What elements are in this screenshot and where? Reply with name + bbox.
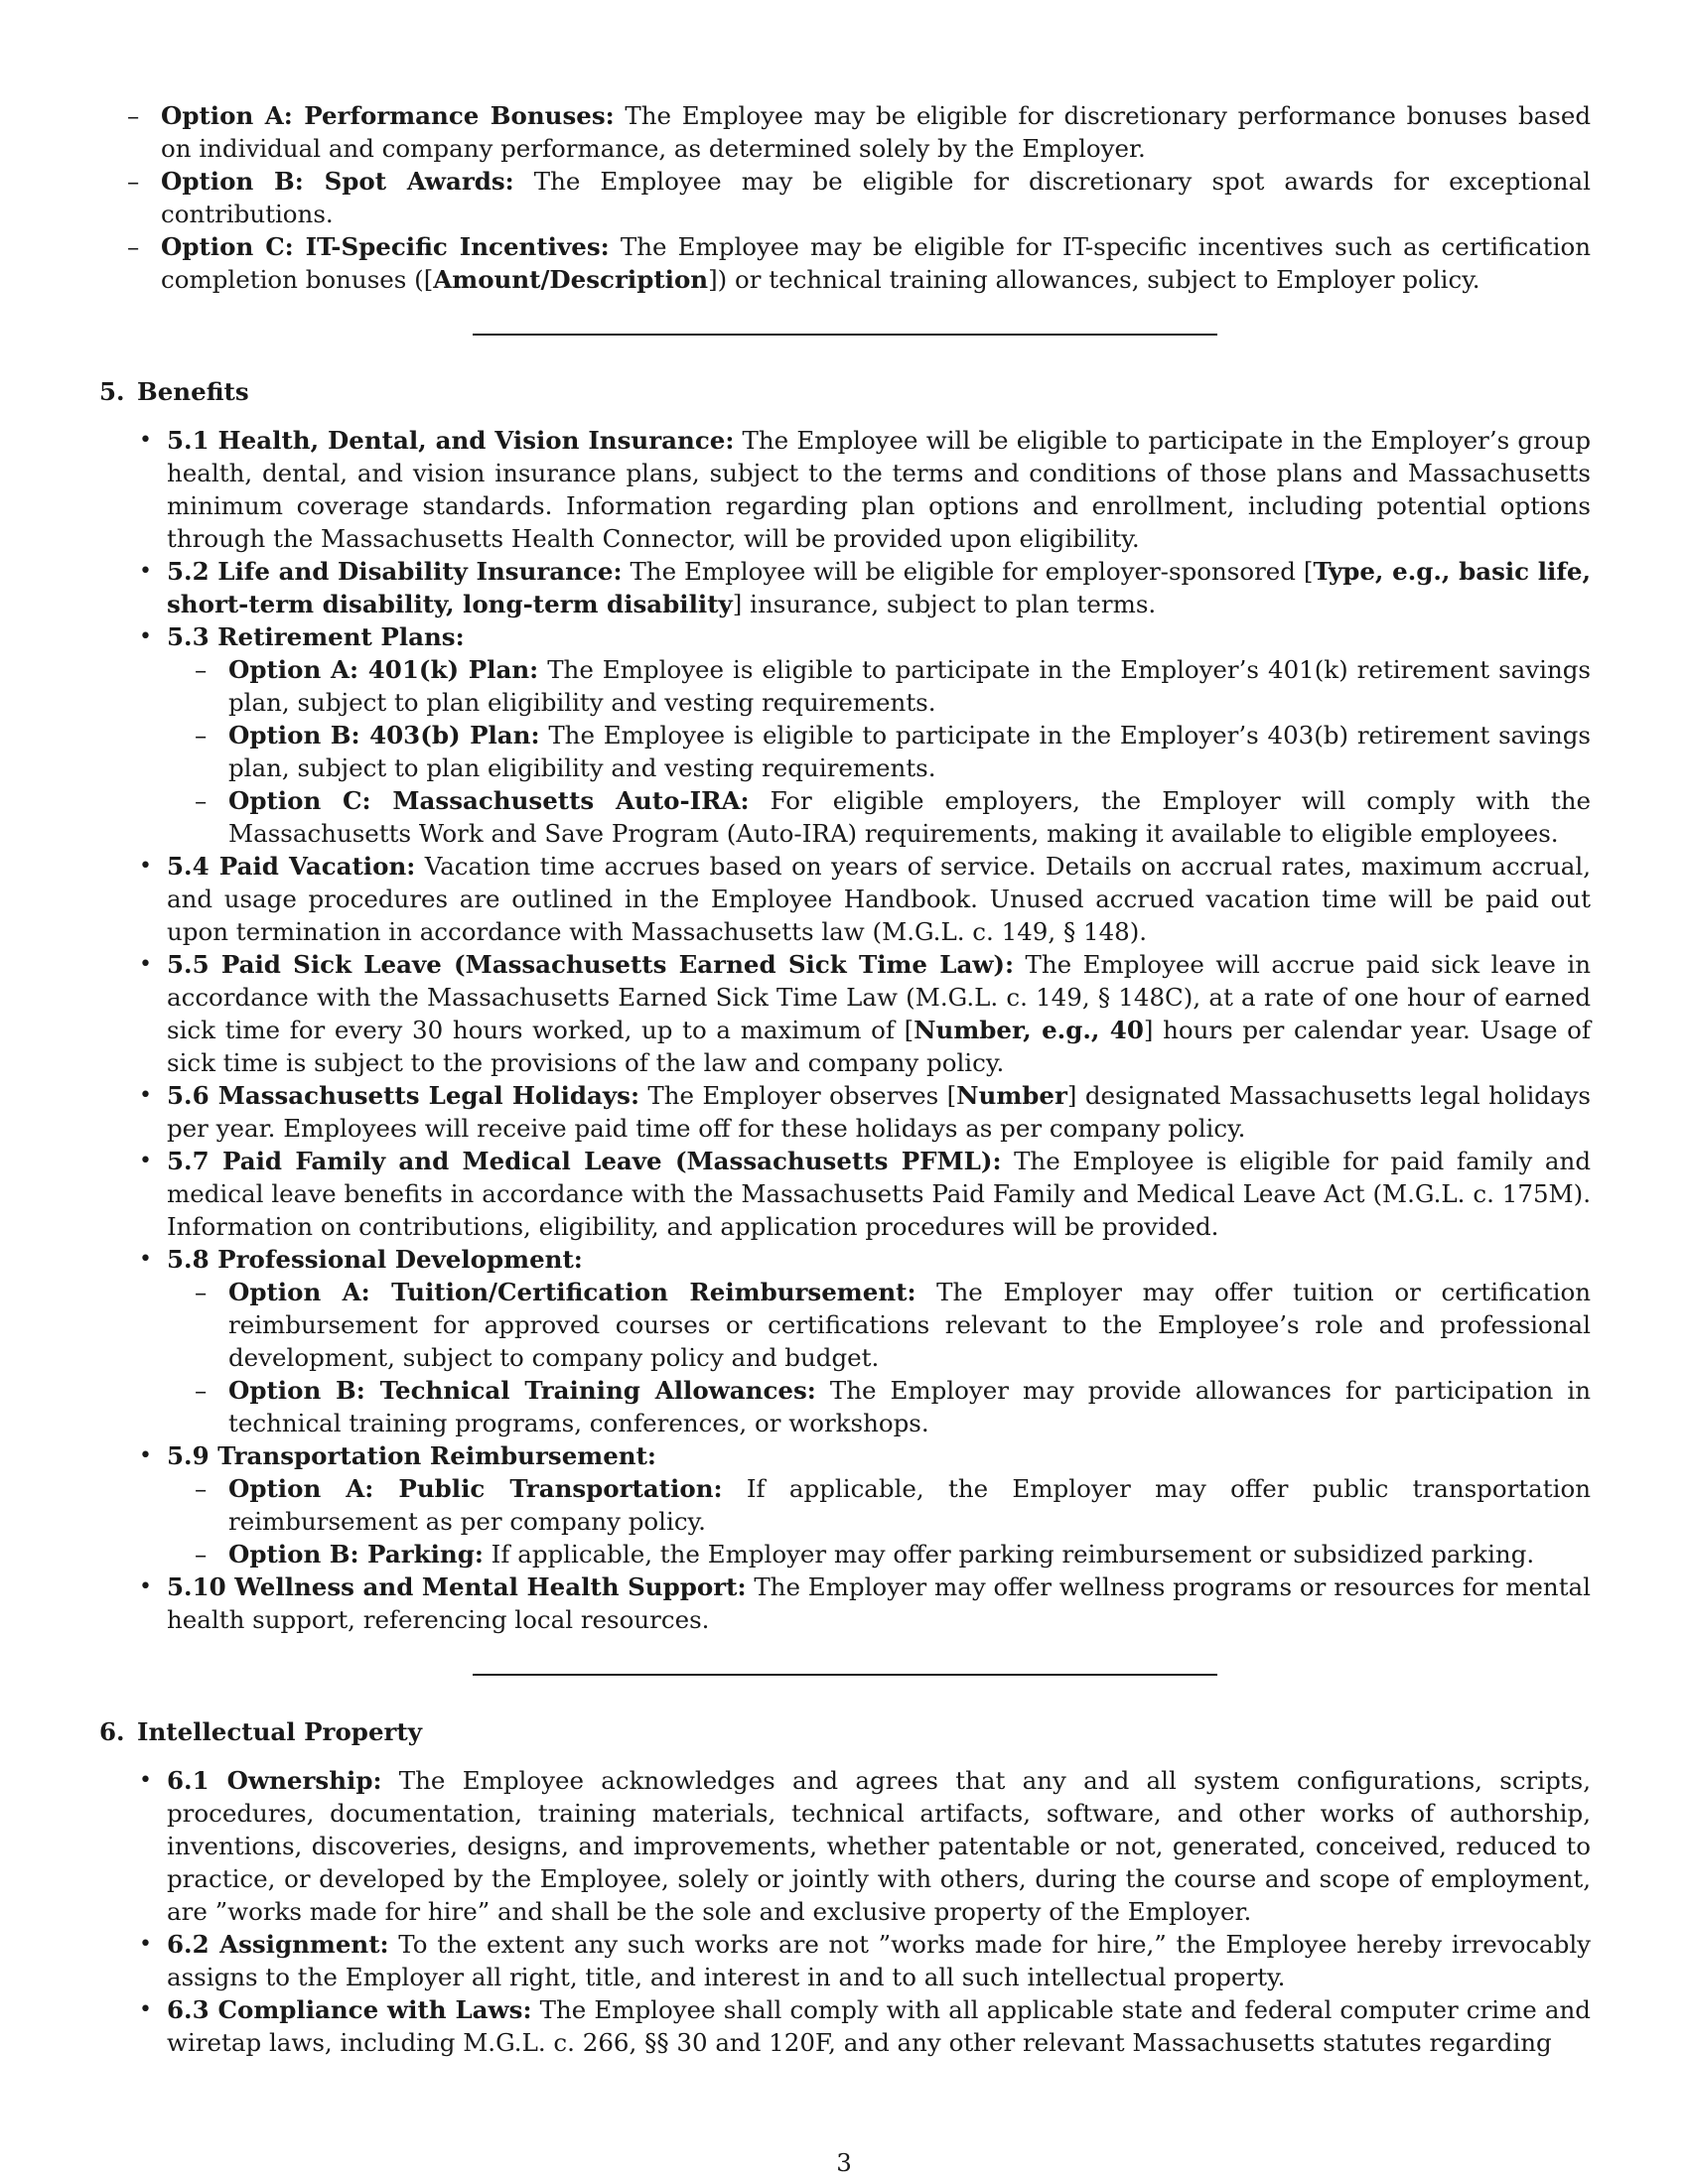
- placeholder-field: Amount/Description: [433, 265, 709, 294]
- clause-5-8: • 5.8 Professional Development: – Option A: Tuition/Certification Reimbursement: The Employer may offer tuition or certification reimbursement for approved courses or certifications relevant to the Employee’s role and professional development, subject to company policy and budget. – Option B: Technical Training Allowances: The Employer may provide allowances for participation in technical training programs, conferences, or workshops.: [167, 1243, 1591, 1439]
- section-divider: [473, 334, 1217, 336]
- list-item: – Option B: 403(b) Plan: The Employee is eligible to participate in the Employer’s 403(b) retirement savings plan, subject to plan eligibility and vesting requirements.: [228, 719, 1591, 784]
- clause-5-4: • 5.4 Paid Vacation: Vacation time accrues based on years of service. Details on accrual rates, maximum accrual, and usage procedures are outlined in the Employee Handbook. Unused accrued vacation time will be paid out upon termination in accordance with Massachusetts law (M.G.L. c. 149, § 148).: [167, 850, 1591, 948]
- placeholder-field: Number: [956, 1081, 1067, 1110]
- page-content: [99, 99, 1591, 2059]
- clause-5-3: • 5.3 Retirement Plans: – Option A: 401(k) Plan: The Employee is eligible to participate in the Employer’s 401(k) retirement savings plan, subject to plan eligibility and vesting requirements. – Option B: 403(b) Plan: The Employee is eligible to participate in the Employer’s 403(b) retirement savings plan, subject to plan eligibility and vesting requirements. – Option C: Massachusetts Auto-IRA: For eligible employers, the Employer will comply with the Massachusetts Work and Save Program (Auto-IRA) requirements, making it available to eligible employees.: [167, 620, 1591, 850]
- transportation-options-list: [167, 1472, 1591, 1570]
- benefits-list: [99, 424, 1591, 1636]
- clause-5-5: • 5.5 Paid Sick Leave (Massachusetts Earned Sick Time Law): The Employee will accrue paid sick leave in accordance with the Massachusetts Earned Sick Time Law (M.G.L. c. 149, § 148C), at a rate of one hour of earned sick time for every 30 hours worked, up to a maximum of [Number, e.g., 40] hours per calendar year. Usage of sick time is subject to the provisions of the law and company policy.: [167, 948, 1591, 1079]
- page-number: 3: [836, 2148, 852, 2177]
- list-item: – Option A: Public Transportation: If applicable, the Employer may offer public transportation reimbursement as per company policy.: [228, 1472, 1591, 1538]
- clause-5-2: • 5.2 Life and Disability Insurance: The Employee will be eligible for employer-sponsored [Type, e.g., basic life, short-term disability, long-term disability] insurance, subject to plan terms.: [167, 555, 1591, 620]
- retirement-options-list: [167, 653, 1591, 850]
- clause-5-1: • 5.1 Health, Dental, and Vision Insurance: The Employee will be eligible to participate in the Employer’s group health, dental, and vision insurance plans, subject to the terms and conditions of those plans and Massachusetts minimum coverage standards. Information regarding plan options and enrollment, including potential options through the Massachusetts Health Connector, will be provided upon eligibility.: [167, 424, 1591, 555]
- clause-5-7: • 5.7 Paid Family and Medical Leave (Massachusetts PFML): The Employee is eligible for paid family and medical leave benefits in accordance with the Massachusetts Paid Family and Medical Leave Act (M.G.L. c. 175M). Information on contributions, eligibility, and application procedures will be provided.: [167, 1145, 1591, 1243]
- clause-5-10: • 5.10 Wellness and Mental Health Support: The Employer may offer wellness programs or resources for mental health support, referencing local resources.: [167, 1570, 1591, 1636]
- list-item: – Option A: Tuition/Certification Reimbursement: The Employer may offer tuition or certification reimbursement for approved courses or certifications relevant to the Employee’s role and professional development, subject to company policy and budget.: [228, 1276, 1591, 1374]
- list-item: – Option A: Performance Bonuses: The Employee may be eligible for discretionary performance bonuses based on individual and company performance, as determined solely by the Employer.: [161, 99, 1591, 165]
- section-heading-intellectual-property: 6. Intellectual Property: [99, 1717, 422, 1746]
- list-item: – Option C: IT-Specific Incentives: The Employee may be eligible for IT-specific incentives such as certification completion bonuses ([Amount/Description]) or technical training allowances, subject to Employer policy.: [161, 230, 1591, 296]
- clause-6-2: • 6.2 Assignment: To the extent any such works are not ”works made for hire,” the Employee hereby irrevocably assigns to the Employer all right, title, and interest in and to all such intellectual property.: [167, 1928, 1591, 1993]
- placeholder-field: Number, e.g., 40: [914, 1016, 1144, 1044]
- section-heading-benefits: 5. Benefits: [99, 377, 249, 406]
- clause-5-6: • 5.6 Massachusetts Legal Holidays: The Employer observes [Number] designated Massachusetts legal holidays per year. Employees will receive paid time off for these holidays as per company policy.: [167, 1079, 1591, 1145]
- clause-6-3: • 6.3 Compliance with Laws: The Employee shall comply with all applicable state and federal computer crime and wiretap laws, including M.G.L. c. 266, §§ 30 and 120F, and any other relevant Massachusetts statutes regarding: [167, 1993, 1591, 2059]
- professional-development-options-list: [167, 1276, 1591, 1439]
- list-item: – Option A: 401(k) Plan: The Employee is eligible to participate in the Employer’s 401(k) retirement savings plan, subject to plan eligibility and vesting requirements.: [228, 653, 1591, 719]
- section-divider: [473, 1674, 1217, 1676]
- incentive-options-list: [99, 99, 1591, 296]
- intellectual-property-list: [99, 1764, 1591, 2059]
- list-item: – Option B: Technical Training Allowances: The Employer may provide allowances for participation in technical training programs, conferences, or workshops.: [228, 1374, 1591, 1439]
- list-item: – Option C: Massachusetts Auto-IRA: For eligible employers, the Employer will comply with the Massachusetts Work and Save Program (Auto-IRA) requirements, making it available to eligible employees.: [228, 784, 1591, 850]
- clause-6-1: • 6.1 Ownership: The Employee acknowledges and agrees that any and all system configurations, scripts, procedures, documentation, training materials, technical artifacts, software, and other works of authorship, inventions, discoveries, designs, and improvements, whether patentable or not, generated, conceived, reduced to practice, or developed by the Employee, solely or jointly with others, during the course and scope of employment, are ”works made for hire” and shall be the sole and exclusive property of the Employer.: [167, 1764, 1591, 1928]
- clause-5-9: • 5.9 Transportation Reimbursement: – Option A: Public Transportation: If applicable, the Employer may offer public transportation reimbursement as per company policy. – Option B: Parking: If applicable, the Employer may offer parking reimbursement or subsidized parking.: [167, 1439, 1591, 1570]
- list-item: – Option B: Parking: If applicable, the Employer may offer parking reimbursement or subsidized parking.: [228, 1538, 1591, 1570]
- placeholder-field: Type, e.g., basic life, short-term disability, long-term disability: [167, 557, 1592, 618]
- list-item: – Option B: Spot Awards: The Employee may be eligible for discretionary spot awards for exceptional contributions.: [161, 165, 1591, 230]
